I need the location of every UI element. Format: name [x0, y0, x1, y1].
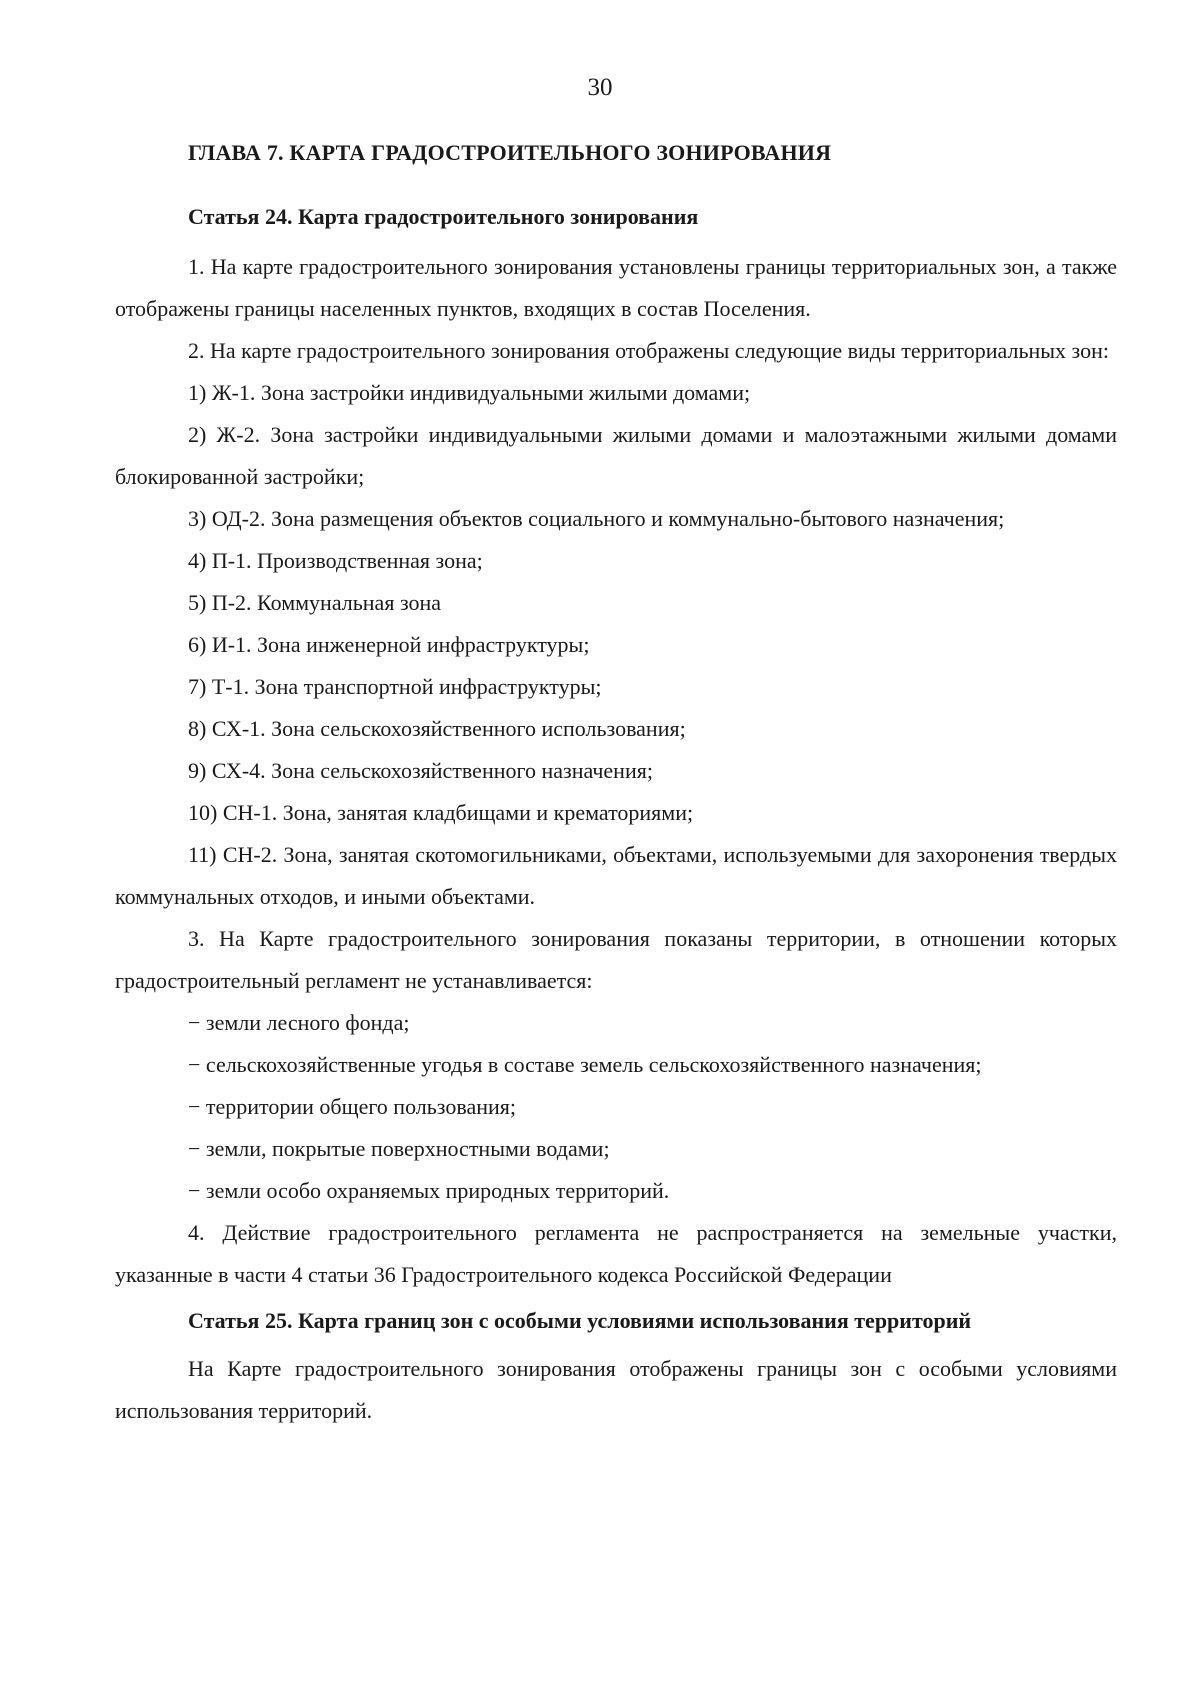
article-25-paragraph-1: На Карте градостроительного зонирования отображены границы зон с особыми условиями использования территорий.	[115, 1356, 1117, 1423]
page-content	[115, 132, 1117, 1432]
zone-item: 11) СН-2. Зона, занятая скотомогильниками, объектами, используемыми для захоронения твердых коммунальных отходов, и иными объектами.	[115, 842, 1117, 909]
dash-item: − сельскохозяйственные угодья в составе земель сельскохозяйственного назначения;	[188, 1052, 982, 1077]
zone-item: 5) П-2. Коммунальная зона	[188, 590, 442, 615]
article-24-paragraph-3: 3. На Карте градостроительного зонирования показаны территории, в отношении которых градостроительный регламент не устанавливается:	[115, 926, 1117, 993]
article-25-title: Статья 25. Карта границ зон с особыми условиями использования территорий	[188, 1308, 972, 1333]
zone-item: 7) Т-1. Зона транспортной инфраструктуры;	[188, 674, 602, 699]
chapter-title: ГЛАВА 7. КАРТА ГРАДОСТРОИТЕЛЬНОГО ЗОНИРОВАНИЯ	[188, 140, 832, 165]
article-24-paragraph-1: 1. На карте градостроительного зонирования установлены границы территориальных зон, а также отображены границы населенных пунктов, входящих в состав Поселения.	[115, 254, 1117, 321]
zone-item: 10) СН-1. Зона, занятая кладбищами и крематориями;	[188, 800, 694, 825]
article-24-title: Статья 24. Карта градостроительного зонирования	[188, 204, 699, 229]
zone-item: 9) СХ-4. Зона сельскохозяйственного назначения;	[188, 758, 653, 783]
zone-item: 8) СХ-1. Зона сельскохозяйственного использования;	[188, 716, 686, 741]
article-24-paragraph-4: 4. Действие градостроительного регламента не распространяется на земельные участки, указанные в части 4 статьи 36 Градостроительного кодекса Российской Федерации	[115, 1220, 1117, 1287]
zone-item: 3) ОД-2. Зона размещения объектов социального и коммунально-бытового назначения;	[188, 506, 1005, 531]
article-24-paragraph-2: 2. На карте градостроительного зонирования отображены следующие виды территориальных зон:	[188, 338, 1109, 363]
zone-item: 2) Ж-2. Зона застройки индивидуальными жилыми домами и малоэтажными жилыми домами блокированной застройки;	[115, 422, 1117, 489]
dash-item: − территории общего пользования;	[188, 1094, 517, 1119]
zone-item: 1) Ж-1. Зона застройки индивидуальными жилыми домами;	[188, 380, 751, 405]
dash-item: − земли лесного фонда;	[188, 1010, 410, 1035]
dash-item: − земли, покрытые поверхностными водами;	[188, 1136, 610, 1161]
zone-item: 4) П-1. Производственная зона;	[188, 548, 483, 573]
dash-item: − земли особо охраняемых природных территорий.	[188, 1178, 670, 1203]
page-number: 30	[587, 74, 613, 101]
zone-item: 6) И-1. Зона инженерной инфраструктуры;	[188, 632, 590, 657]
